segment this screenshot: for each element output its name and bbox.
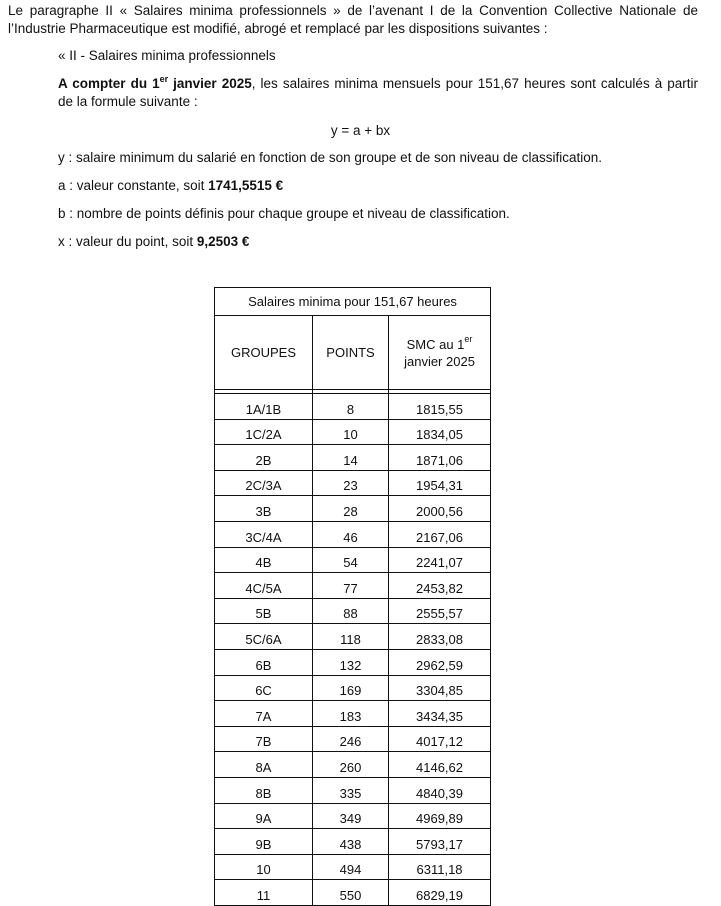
table-row <box>215 777 491 803</box>
cell-points: 77 <box>313 573 389 599</box>
cell-groupe: 5C/6A <box>215 624 313 650</box>
definition-a <box>58 177 283 195</box>
table-row <box>215 598 491 624</box>
cell-points: 54 <box>313 547 389 573</box>
cell-smc: 6311,18 <box>389 854 491 880</box>
cell-points: 8 <box>313 394 389 420</box>
cell-points: 438 <box>313 829 389 855</box>
table-row <box>215 496 491 522</box>
table-row <box>215 470 491 496</box>
cell-points: 494 <box>313 854 389 880</box>
header-smc-line2: janvier 2025 <box>404 353 475 369</box>
intro-line-1: Le paragraphe II « Salaires minima professionnels » de l’avenant I de la Convention Collective Nationale de <box>8 3 698 18</box>
table-row <box>215 649 491 675</box>
table-row <box>215 829 491 855</box>
cell-groupe: 2C/3A <box>215 470 313 496</box>
lead-paragraph <box>58 75 698 111</box>
table-row <box>215 701 491 727</box>
definition-b: b : nombre de points définis pour chaque groupe et niveau de classification. <box>58 206 510 221</box>
cell-groupe: 8A <box>215 752 313 778</box>
cell-points: 88 <box>313 598 389 624</box>
cell-groupe: 11 <box>215 880 313 906</box>
definition-x <box>58 233 249 251</box>
table-row <box>215 445 491 471</box>
effective-date <box>58 73 252 91</box>
cell-smc: 3304,85 <box>389 675 491 701</box>
cell-points: 118 <box>313 624 389 650</box>
cell-groupe: 7A <box>215 701 313 727</box>
effective-date-sup: er <box>159 73 169 84</box>
header-smc-sup: er <box>464 334 473 345</box>
cell-smc: 5793,17 <box>389 829 491 855</box>
cell-smc: 4146,62 <box>389 752 491 778</box>
definition-y: y : salaire minimum du salarié en fonction de son groupe et de son niveau de classification. <box>58 150 603 165</box>
cell-points: 10 <box>313 419 389 445</box>
cell-points: 246 <box>313 726 389 752</box>
cell-smc: 2241,07 <box>389 547 491 573</box>
cell-groupe: 4C/5A <box>215 573 313 599</box>
cell-groupe: 9B <box>215 829 313 855</box>
cell-points: 183 <box>313 701 389 727</box>
table-row <box>215 394 491 420</box>
cell-groupe: 10 <box>215 854 313 880</box>
cell-smc: 2962,59 <box>389 649 491 675</box>
table-row <box>215 854 491 880</box>
cell-groupe: 2B <box>215 445 313 471</box>
lead-line-1 <box>58 75 698 93</box>
table-row <box>215 573 491 599</box>
cell-points: 169 <box>313 675 389 701</box>
cell-points: 335 <box>313 777 389 803</box>
table-row <box>215 752 491 778</box>
cell-groupe: 6C <box>215 675 313 701</box>
cell-points: 550 <box>313 880 389 906</box>
cell-smc: 2000,56 <box>389 496 491 522</box>
cell-groupe: 1C/2A <box>215 419 313 445</box>
cell-smc: 2167,06 <box>389 521 491 547</box>
lead-line-2: de la formule suivante : <box>58 94 198 109</box>
cell-smc: 6829,19 <box>389 880 491 906</box>
intro-line-2: l’Industrie Pharmaceutique est modifié, abrogé et remplacé par les dispositions suivantes : <box>8 21 548 36</box>
table-header-row <box>215 316 491 390</box>
table-row <box>215 624 491 650</box>
cell-smc: 3434,35 <box>389 701 491 727</box>
cell-groupe: 7B <box>215 726 313 752</box>
cell-points: 28 <box>313 496 389 522</box>
header-smc-prefix: SMC au 1 <box>406 336 465 352</box>
effective-date-suffix: janvier 2025 <box>168 76 252 91</box>
cell-smc: 2833,08 <box>389 624 491 650</box>
cell-groupe: 5B <box>215 598 313 624</box>
cell-smc: 1815,55 <box>389 394 491 420</box>
section-title: « II - Salaires minima professionnels <box>58 48 276 63</box>
cell-smc: 4840,39 <box>389 777 491 803</box>
cell-points: 23 <box>313 470 389 496</box>
cell-points: 132 <box>313 649 389 675</box>
table-row <box>215 675 491 701</box>
table-caption-row <box>215 288 491 316</box>
cell-groupe: 3C/4A <box>215 521 313 547</box>
table-row <box>215 547 491 573</box>
cell-points: 14 <box>313 445 389 471</box>
table-body <box>215 394 491 906</box>
cell-smc: 2453,82 <box>389 573 491 599</box>
table-row <box>215 880 491 906</box>
header-points: POINTS <box>313 316 389 390</box>
cell-smc: 4969,89 <box>389 803 491 829</box>
cell-groupe: 1A/1B <box>215 394 313 420</box>
table-row <box>215 419 491 445</box>
cell-smc: 2555,57 <box>389 598 491 624</box>
cell-smc: 1871,06 <box>389 445 491 471</box>
salary-table <box>214 287 491 906</box>
cell-points: 46 <box>313 521 389 547</box>
definition-x-label: x : valeur du point, soit <box>58 234 197 249</box>
cell-groupe: 3B <box>215 496 313 522</box>
definition-a-label: a : valeur constante, soit <box>58 178 209 193</box>
intro-paragraph <box>8 2 698 38</box>
cell-groupe: 9A <box>215 803 313 829</box>
effective-date-prefix: A compter du 1 <box>58 76 160 91</box>
formula: y = a + bx <box>330 123 391 138</box>
cell-groupe: 4B <box>215 547 313 573</box>
cell-groupe: 8B <box>215 777 313 803</box>
table-row <box>215 803 491 829</box>
cell-points: 260 <box>313 752 389 778</box>
header-groupes: GROUPES <box>215 316 313 390</box>
cell-smc: 4017,12 <box>389 726 491 752</box>
table-caption: Salaires minima pour 151,67 heures <box>215 288 491 316</box>
table-row <box>215 726 491 752</box>
header-smc <box>389 316 491 390</box>
cell-smc: 1954,31 <box>389 470 491 496</box>
cell-groupe: 6B <box>215 649 313 675</box>
table-row <box>215 521 491 547</box>
definition-a-value: 1741,5515 € <box>208 178 284 193</box>
cell-smc: 1834,05 <box>389 419 491 445</box>
definition-x-value: 9,2503 € <box>196 234 250 249</box>
lead-rest: , les salaires minima mensuels pour 151,67 heures sont calculés à partir <box>251 76 699 91</box>
cell-points: 349 <box>313 803 389 829</box>
